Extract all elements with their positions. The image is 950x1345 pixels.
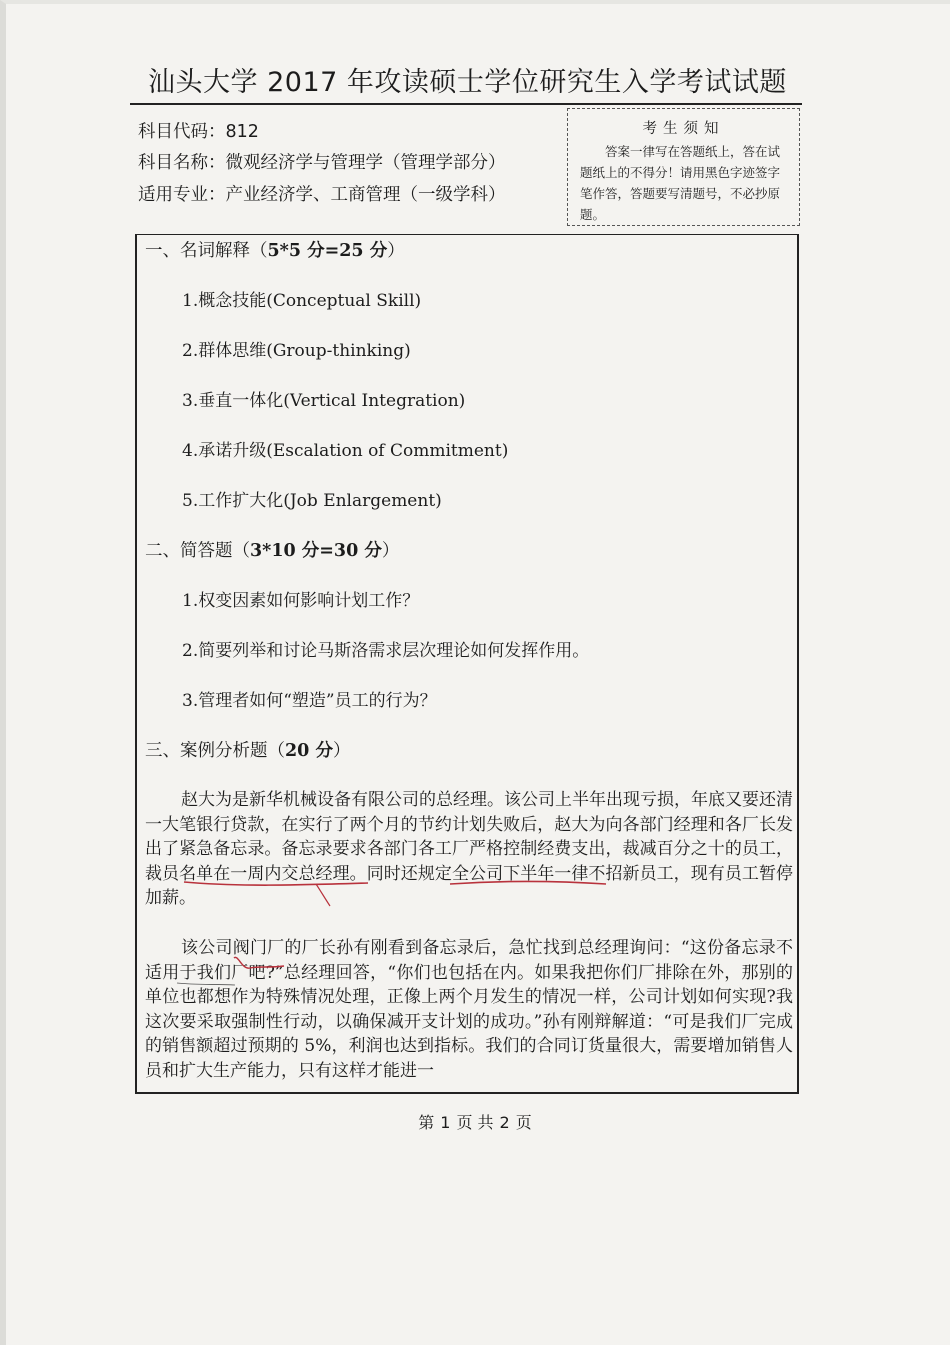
page-number: 1 (440, 1113, 451, 1132)
section-close: ） (381, 541, 400, 561)
section-heading-terms (145, 238, 405, 264)
section-score: 5*5 分=25 分 (267, 241, 388, 261)
title-rule (130, 103, 802, 105)
page-mid: 页 共 (456, 1113, 494, 1132)
candidate-notice-box (567, 108, 800, 226)
section-close: ） (387, 241, 405, 261)
question-item: 3.管理者如何“塑造”员工的行为？ (182, 691, 437, 711)
section-score: 3*10 分=30 分 (250, 541, 382, 561)
question-item: 2.群体思维(Group-thinking) (182, 341, 411, 361)
page-suffix: 页 (515, 1113, 532, 1132)
question-item: 4.承诺升级(Escalation of Commitment) (182, 441, 509, 461)
page-footer (0, 1110, 950, 1133)
question-item: 5.工作扩大化(Job Enlargement) (182, 491, 442, 511)
section-heading-short-answer (145, 538, 399, 564)
notice-body: 答案一律写在答题纸上，答在试题纸上的不得分！请用黑色字迹签字笔作答，答题要写清题号，不必抄原题。 (580, 144, 781, 222)
subject-code: 科目代码：812 (138, 122, 259, 142)
question-item: 1.概念技能(Conceptual Skill) (182, 291, 422, 311)
question-item: 3.垂直一体化(Vertical Integration) (182, 391, 466, 411)
case-paragraph: 赵大为是新华机械设备有限公司的总经理。该公司上半年出现亏损，年底又要还清一大笔银行贷款，在实行了两个月的节约计划失败后，赵大为向各部门经理和各厂长发出了紧急备忘录。备忘录要求各部门各工厂严格控制经费支出，裁减百分之十的员工，裁员名单在一周内交总经理。同时还规定全公司下半年一律不招新员工，现有员工暂停加薪。 (145, 790, 793, 908)
section-label: 三、案例分析题（ (145, 741, 285, 761)
notice-title: 考生须知 (642, 121, 725, 137)
exam-title: 汕头大学 2017 年攻读硕士学位研究生入学考试试题 (148, 67, 787, 98)
question-item: 1.权变因素如何影响计划工作？ (182, 591, 420, 611)
section-close: ） (332, 741, 351, 761)
section-score: 20 分 (285, 741, 333, 761)
section-label: 二、简答题（ (145, 541, 250, 561)
case-paragraph: 该公司阀门厂的厂长孙有刚看到备忘录后，急忙找到总经理询问：“这份备忘录不适用于我们厂吧?”总经理回答，“你们也包括在内。如果我把你们厂排除在外，那别的单位也都想作为特殊情况处理，正像上两个月发生的情况一样，公司计划如何实现?我这次要采取强制性行动，以确保减开支计划的成功。”孙有刚辩解道：“可是我们厂完成的销售额超过预期的 5%，利润也达到指标。我们的合同订货量很大，需要增加销售人员和扩大生产能力，只有这样才能进一 (145, 938, 793, 1081)
page-prefix: 第 (418, 1113, 435, 1132)
page-total: 2 (499, 1113, 510, 1132)
section-heading-case-analysis (145, 738, 350, 764)
applicable-majors: 适用专业：产业经济学、工商管理（一级学科） (138, 185, 506, 205)
subject-name: 科目名称：微观经济学与管理学（管理学部分） (138, 153, 506, 173)
section-label: 一、名词解释（ (145, 241, 268, 261)
question-item: 2.简要列举和讨论马斯洛需求层次理论如何发挥作用。 (182, 641, 590, 661)
